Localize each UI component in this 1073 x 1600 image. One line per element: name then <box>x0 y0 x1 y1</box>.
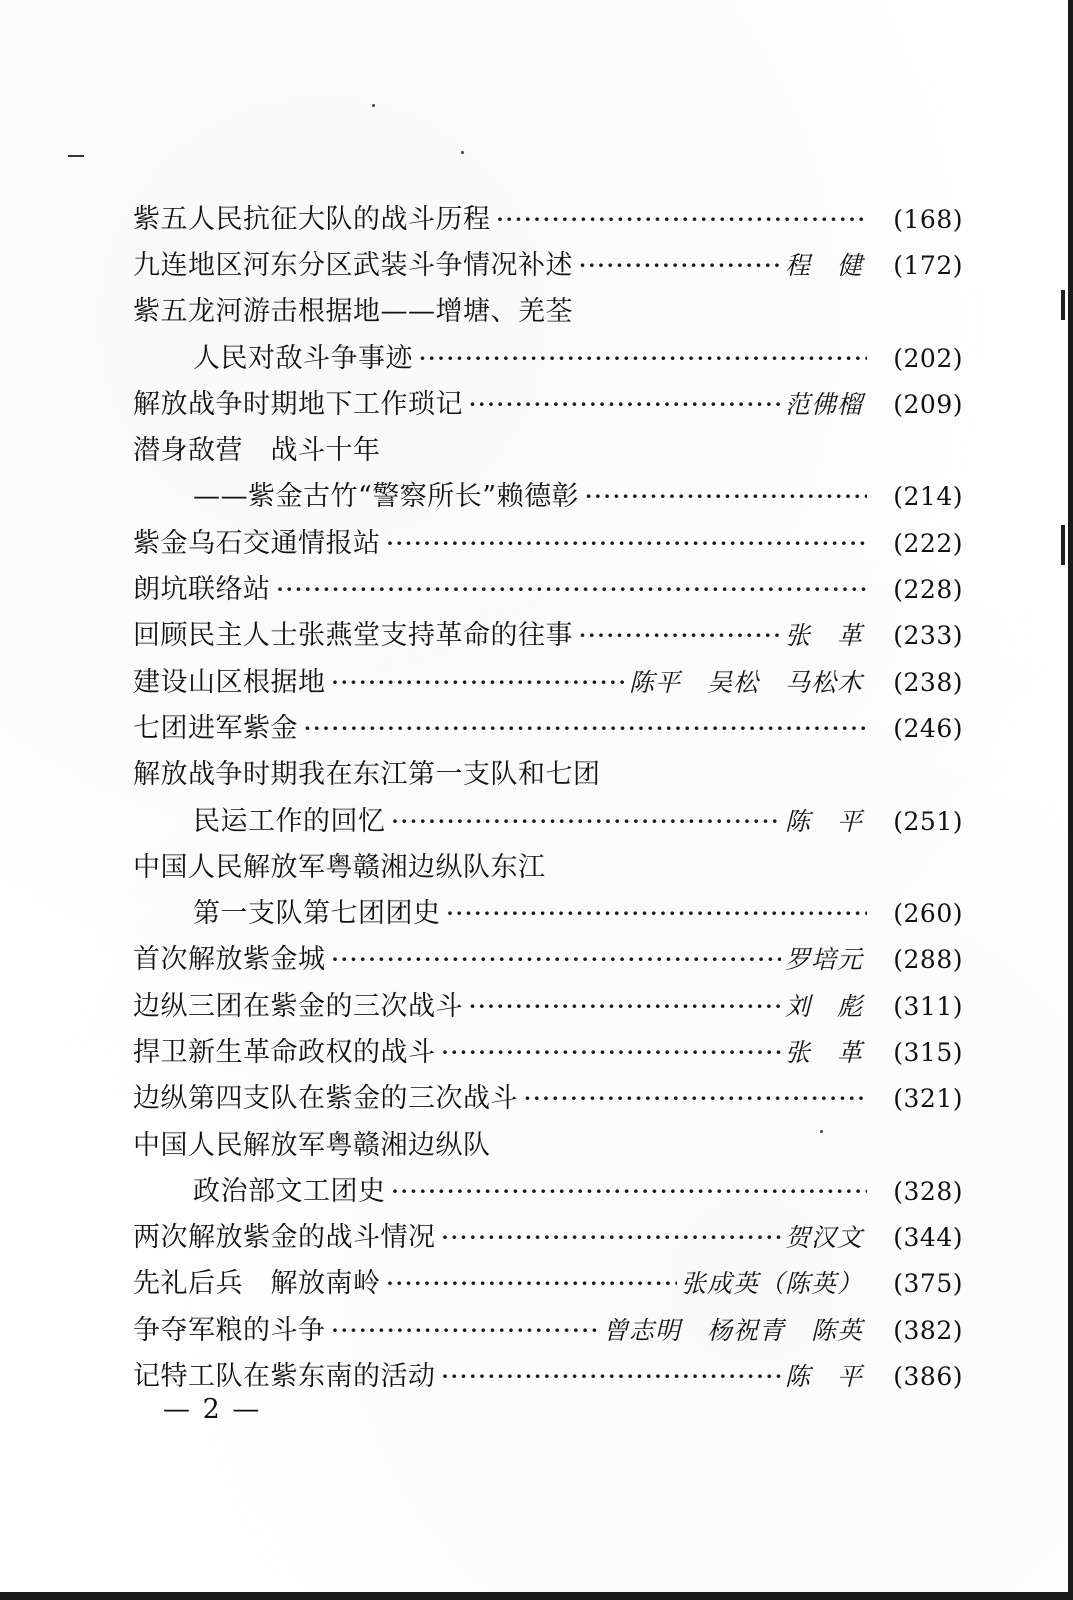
scan-speck <box>68 155 84 157</box>
toc-entry <box>133 1168 963 1214</box>
toc-entry-page: (315) <box>893 1037 963 1067</box>
toc-entry-title: 建设山区根据地 <box>133 666 326 698</box>
toc-entry-page: (233) <box>893 621 963 651</box>
toc-entry <box>133 1307 963 1353</box>
dot-leader <box>447 900 868 927</box>
scan-border-bottom <box>0 1592 1073 1600</box>
scan-speck <box>372 104 375 107</box>
toc-entry-title: 第一支队第七团团史 <box>193 898 441 930</box>
toc-entry-author: 程 健 <box>784 250 863 280</box>
toc-entry-author: 贺汉文 <box>784 1223 863 1253</box>
toc-entry <box>133 659 963 705</box>
toc-entry <box>133 1261 963 1307</box>
toc-entry-page: (202) <box>893 343 963 373</box>
scan-mark <box>1061 290 1065 320</box>
toc-entry-page: (251) <box>893 806 963 836</box>
toc-entry-title: 九连地区河东分区武装斗争情况补述 <box>133 249 573 281</box>
toc-entry-page: (382) <box>893 1315 963 1345</box>
toc-entry-page: (260) <box>893 899 963 929</box>
toc-entry-page: (344) <box>893 1223 963 1253</box>
toc-entry-title: 中国人民解放军粤赣湘边纵队东江 <box>133 851 546 883</box>
dot-leader <box>469 993 781 1020</box>
toc-entry-author: 张成英（陈英） <box>680 1269 863 1299</box>
toc-entry <box>133 798 963 844</box>
toc-entry-title: 紫五龙河游击根据地——增塘、羌荃 <box>133 296 573 328</box>
dot-leader <box>277 576 868 603</box>
toc-entry-title: 首次解放紫金城 <box>133 944 326 976</box>
toc-entry <box>133 613 963 659</box>
dot-leader <box>524 1085 867 1112</box>
toc-entry-title-line <box>133 752 963 798</box>
toc-entry-page: (246) <box>893 713 963 743</box>
toc-entry-title: 人民对敌斗争事迹 <box>193 342 413 374</box>
toc-entry <box>133 520 963 566</box>
toc-entry-title: 记特工队在紫东南的活动 <box>133 1361 436 1393</box>
toc-entry-page: (172) <box>893 250 963 280</box>
toc-entry <box>133 705 963 751</box>
toc-entry <box>133 983 963 1029</box>
dot-leader <box>419 345 867 372</box>
toc-entry-title-line <box>133 427 963 473</box>
dot-leader <box>392 1178 868 1205</box>
toc-entry-page: (328) <box>893 1176 963 1206</box>
toc-entry <box>133 1215 963 1261</box>
toc-entry-title: 边纵三团在紫金的三次战斗 <box>133 990 463 1022</box>
toc-entry <box>133 566 963 612</box>
dot-leader <box>442 1363 781 1390</box>
toc-entry-title: 先礼后兵 解放南岭 <box>133 1268 381 1300</box>
toc-entry-title: 捍卫新生革命政权的战斗 <box>133 1036 436 1068</box>
toc-entry <box>133 474 963 520</box>
toc-entry-title: 回顾民主人士张燕堂支持革命的往事 <box>133 620 573 652</box>
toc-entry-page: (238) <box>893 667 963 697</box>
toc-entry-title: 两次解放紫金的战斗情况 <box>133 1222 436 1254</box>
toc-entry-title: 朗坑联络站 <box>133 574 271 606</box>
toc-entry-page: (375) <box>893 1269 963 1299</box>
toc-entry-page: (321) <box>893 1084 963 1114</box>
toc-entry-title: 民运工作的回忆 <box>193 805 386 837</box>
toc-entry-title-line <box>133 1122 963 1168</box>
toc-entry-title: 争夺军粮的斗争 <box>133 1314 326 1346</box>
toc-entry <box>133 890 963 936</box>
dot-leader <box>579 252 781 279</box>
toc-entry <box>133 335 963 381</box>
toc-entry <box>133 937 963 983</box>
dot-leader <box>304 715 867 742</box>
toc-entry-title: 中国人民解放军粤赣湘边纵队 <box>133 1129 491 1161</box>
toc-entry-author: 罗培元 <box>784 945 863 975</box>
table-of-contents <box>133 196 963 1400</box>
dot-leader <box>497 206 868 233</box>
dot-leader <box>469 391 781 418</box>
scan-speck <box>461 151 464 154</box>
dot-leader <box>442 1039 781 1066</box>
scan-border-right <box>1068 0 1073 1600</box>
toc-entry-title: 紫五人民抗征大队的战斗历程 <box>133 203 491 235</box>
toc-entry <box>133 242 963 288</box>
dot-leader <box>387 1270 677 1297</box>
toc-entry <box>133 381 963 427</box>
toc-entry-title-line <box>133 289 963 335</box>
toc-entry-author: 陈 平 <box>784 1362 863 1392</box>
toc-entry-title: ——紫金古竹“警察所长”赖德彰 <box>193 481 580 513</box>
toc-entry-author: 陈 平 <box>784 806 863 836</box>
dot-leader <box>332 1317 599 1344</box>
toc-entry-page: (386) <box>893 1362 963 1392</box>
toc-entry <box>133 196 963 242</box>
toc-entry-title-line <box>133 844 963 890</box>
toc-entry-page: (168) <box>893 204 963 234</box>
toc-entry-author: 张 革 <box>784 1037 863 1067</box>
dot-leader <box>579 622 781 649</box>
dot-leader <box>392 808 781 835</box>
toc-entry-page: (311) <box>893 991 963 1021</box>
toc-entry-title: 解放战争时期我在东江第一支队和七团 <box>133 759 601 791</box>
toc-entry-page: (214) <box>893 482 963 512</box>
toc-entry-author: 张 革 <box>784 621 863 651</box>
toc-entry-page: (209) <box>893 389 963 419</box>
dot-leader <box>332 669 625 696</box>
dot-leader <box>442 1224 781 1251</box>
scan-mark <box>1061 525 1065 565</box>
toc-entry <box>133 1029 963 1075</box>
toc-entry <box>133 1353 963 1399</box>
toc-entry-title: 潜身敌营 战斗十年 <box>133 435 381 467</box>
toc-entry-title: 紫金乌石交通情报站 <box>133 527 381 559</box>
toc-entry-page: (288) <box>893 945 963 975</box>
toc-entry-page: (228) <box>893 575 963 605</box>
dot-leader <box>332 946 781 973</box>
toc-entry-title: 边纵第四支队在紫金的三次战斗 <box>133 1083 518 1115</box>
toc-entry-title: 七团进军紫金 <box>133 712 298 744</box>
dot-leader <box>585 483 867 510</box>
toc-entry-author: 范佛榴 <box>784 389 863 419</box>
page-number-footer: — 2 — <box>163 1394 262 1425</box>
toc-entry-author: 陈平 吴松 马松木 <box>628 667 863 697</box>
toc-entry-author: 曾志明 杨祝青 陈英 <box>602 1315 863 1345</box>
toc-entry-title: 政治部文工团史 <box>193 1175 386 1207</box>
toc-entry <box>133 1076 963 1122</box>
toc-entry-author: 刘 彪 <box>784 991 863 1021</box>
toc-entry-page: (222) <box>893 528 963 558</box>
dot-leader <box>387 530 868 557</box>
toc-entry-title: 解放战争时期地下工作琐记 <box>133 388 463 420</box>
